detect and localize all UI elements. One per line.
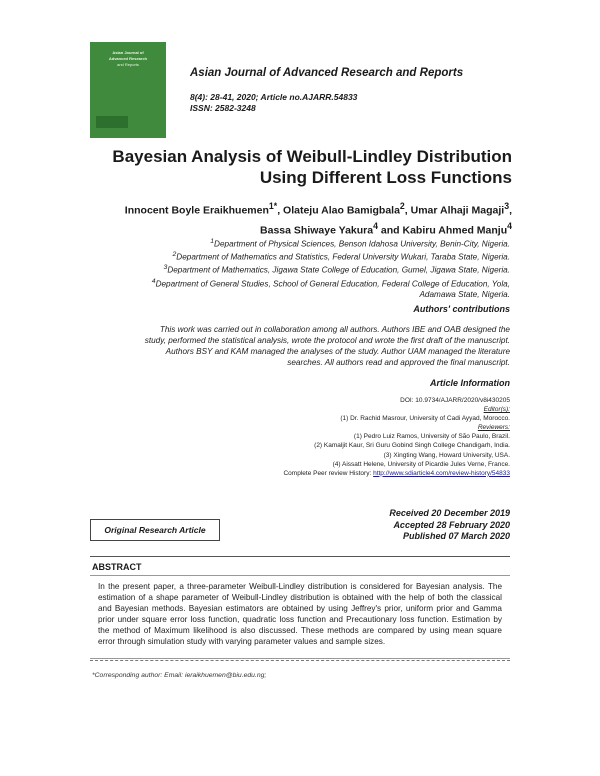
affil-text: Department of General Studies, School of General Education, Federal College of Education, Yola, — [155, 279, 510, 289]
cover-title-line1: Asian Journal of — [112, 50, 144, 55]
cover-title-line2: Advanced Research — [108, 56, 148, 61]
author-sep: , — [277, 204, 284, 217]
affil-text: Department of Physical Sciences, Benson Idahosa University, Benin-City, Nigeria. — [214, 239, 510, 249]
cover-title-line3: and Reports — [117, 62, 139, 67]
affiliation-line — [90, 250, 510, 263]
author-name: Umar Alhaji Magaji — [410, 204, 505, 217]
affil-sup: 3 — [163, 264, 168, 272]
reviewer-1: (1) Pedro Luiz Ramos, University of São Paulo, Brazil. — [353, 433, 510, 441]
editors-label: Editor(s): — [483, 406, 510, 414]
corresponding-author: *Corresponding author: Email: ieraikhuemen@biu.edu.ng; — [92, 672, 267, 679]
abstract-box — [90, 575, 510, 659]
journal-issue: 8(4): 28-41, 2020; Article no.AJARR.54833 — [190, 92, 358, 102]
author-affil-sup: 4 — [507, 220, 512, 231]
article-info — [200, 396, 510, 478]
review-history-label: Complete Peer review History: — [283, 469, 374, 477]
affiliations — [90, 237, 510, 300]
author-list — [90, 199, 512, 238]
editor-1: (1) Dr. Rachid Masrour, University of Cadi Ayyad, Morocco. — [340, 415, 510, 423]
affil-sup: 2 — [172, 251, 177, 259]
author-sep: , — [404, 204, 411, 217]
contributions-heading: Authors' contributions — [413, 304, 510, 314]
footnote-divider — [90, 660, 510, 661]
affiliation-line — [90, 290, 510, 301]
abstract-heading: ABSTRACT — [92, 562, 142, 572]
paper-title-line2: Using Different Loss Functions — [259, 168, 512, 187]
author-affil-sup: 4 — [373, 220, 378, 231]
doi: DOI: 10.9734/AJARR/2020/v8i430205 — [400, 397, 510, 404]
author-name: Bassa Shiwaye Yakura — [260, 224, 374, 236]
reviewer-2: (2) Kamaljit Kaur, Sri Guru Gobind Singh College Chandigarh, India. — [314, 442, 510, 450]
author-sep: , — [509, 204, 512, 217]
cover-block — [96, 116, 128, 128]
author-name: Kabiru Ahmed Manju — [402, 224, 508, 236]
author-name: Innocent Boyle Eraikhuemen — [124, 204, 269, 217]
author-affil-sup: 2 — [399, 201, 405, 211]
author-sep: and — [377, 224, 403, 236]
section-divider — [90, 556, 510, 557]
publication-dates — [389, 508, 510, 543]
author-name: Olateju Alao Bamigbala — [283, 204, 400, 217]
paper-title — [90, 146, 512, 188]
contrib-line: searches. All authors read and approved the final manuscript. — [287, 358, 510, 367]
contrib-line: Authors BSY and KAM managed the analyses of the study. Author UAM managed the literature — [165, 347, 510, 356]
affil-sup: 1 — [210, 238, 215, 245]
contrib-line: study, performed the statistical analysis, wrote the protocol and wrote the first draft of the manuscript. — [144, 336, 510, 345]
affiliation-line — [90, 277, 510, 290]
review-history-link[interactable]: http://www.sdiarticle4.com/review-history/54833 — [373, 469, 510, 477]
affil-text: Adamawa State, Nigeria. — [419, 289, 510, 299]
review-history — [200, 469, 510, 478]
journal-info — [190, 92, 357, 114]
journal-name: Asian Journal of Advanced Research and Reports — [190, 67, 464, 79]
journal-cover-image — [90, 42, 166, 138]
article-info-heading: Article Information — [429, 378, 510, 388]
contrib-line: This work was carried out in collaboration among all authors. Authors IBE and OAB designed the — [159, 325, 510, 334]
author-line-2 — [90, 219, 512, 239]
reviewer-4: (4) Aissatt Helene, University of Picardie Jules Verne, France. — [332, 460, 510, 468]
date-published: Published 07 March 2020 — [402, 531, 510, 541]
affiliation-line — [90, 263, 510, 276]
author-affil-sup: 3 — [504, 201, 510, 211]
article-type-box: Original Research Article — [90, 519, 220, 541]
reviewer-3: (3) Xingting Wang, Howard University, USA. — [383, 451, 510, 459]
affil-text: Department of Mathematics and Statistics, Federal University Wukari, Taraba State, Nigeria. — [176, 252, 510, 262]
affiliation-line — [90, 237, 510, 250]
contributions-text — [90, 324, 510, 368]
date-accepted: Accepted 28 February 2020 — [393, 519, 510, 530]
affil-text: Department of Mathematics, Jigawa State College of Education, Gumel, Jigawa State, Nigeria. — [167, 266, 510, 276]
reviewers-label: Reviewers: — [477, 424, 510, 432]
paper-title-line1: Bayesian Analysis of Weibull-Lindley Distribution — [112, 147, 512, 166]
author-line-1 — [90, 199, 512, 219]
author-affil-sup: 1* — [268, 201, 278, 211]
date-received: Received 20 December 2019 — [389, 508, 510, 518]
affil-sup: 4 — [151, 277, 156, 285]
journal-issn: ISSN: 2582-3248 — [190, 103, 256, 113]
abstract-text: In the present paper, a three-parameter Weibull-Lindley distribution is considered for Bayesian analysis. The estimation of a shape parameter of Weibull-Lindley distribution is obtained with the help of both the classical and Bayesian methods. Bayesian estimators are obtained by using Jeffrey's prior, uniform prior and Gamma prior under square error loss function, quadratic loss function and Precautionary loss function. Estimation by the method of Maximum likelihood is also discussed. These methods are compared by using mean square error through simulation study with varying parameter values and sample sizes. — [98, 582, 502, 646]
